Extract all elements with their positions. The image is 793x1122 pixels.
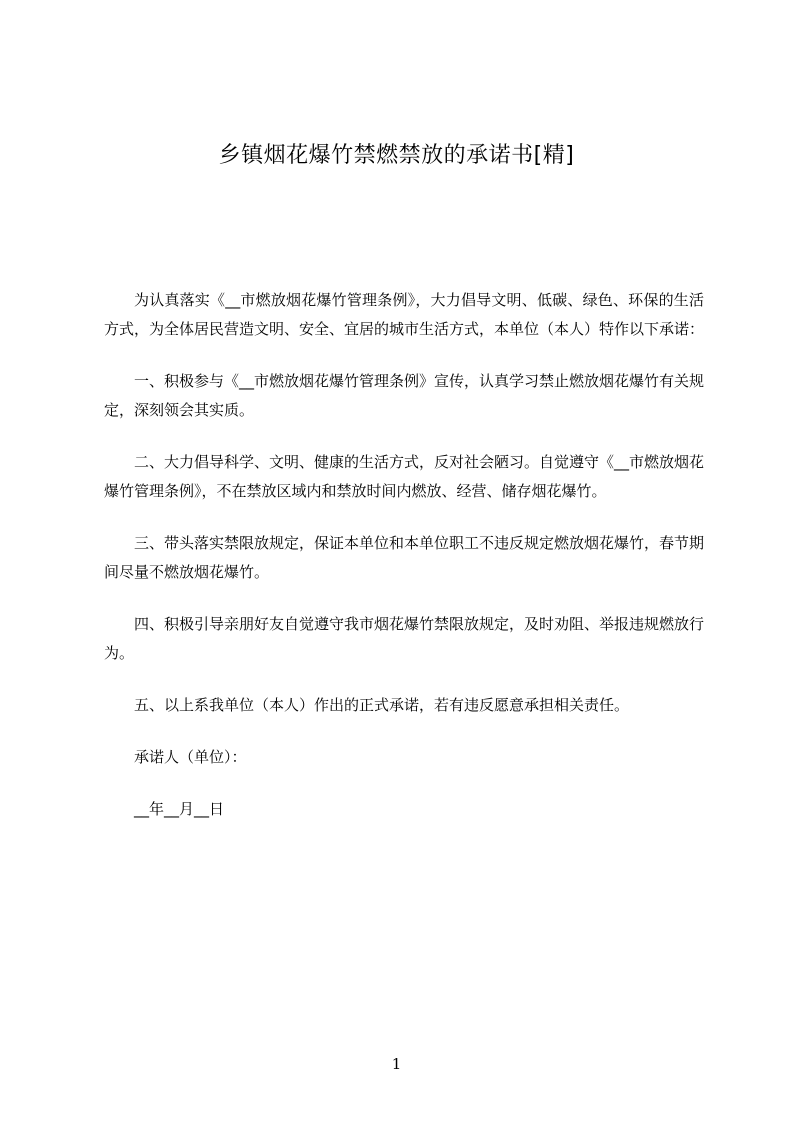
commitment-item-2: 二、大力倡导科学、文明、健康的生活方式，反对社会陋习。自觉遵守《__市燃放烟花爆竹管理条例》，不在禁放区域内和禁放时间内燃放、经营、储存烟花爆竹。 [104, 453, 705, 500]
commitment-item-4: 四、积极引导亲朋好友自觉遵守我市烟花爆竹禁限放规定，及时劝阻、举报违规燃放行为。 [104, 615, 705, 662]
intro-paragraph: 为认真落实《__市燃放烟花爆竹管理条例》，大力倡导文明、低碳、绿色、环保的生活方式，为全体居民营造文明、安全、宜居的城市生活方式，本单位（本人）特作以下承诺： [104, 291, 705, 338]
document-title: 乡镇烟花爆竹禁燃禁放的承诺书[精] [218, 143, 575, 168]
signatory-line: 承诺人（单位）： [134, 748, 247, 766]
commitment-item-5: 五、以上系我单位（本人）作出的正式承诺，若有违反愿意承担相关责任。 [134, 696, 630, 714]
document-body [104, 286, 704, 824]
page-number: 1 [391, 1055, 402, 1073]
commitment-item-1: 一、积极参与《__市燃放烟花爆竹管理条例》宣传，认真学习禁止燃放烟花爆竹有关规定，深刻领会其实质。 [104, 372, 705, 419]
commitment-item-3: 三、带头落实禁限放规定，保证本单位和本单位职工不违反规定燃放烟花爆竹，春节期间尽量不燃放烟花爆竹。 [104, 534, 705, 581]
date-line: __年__月__日 [134, 800, 225, 818]
